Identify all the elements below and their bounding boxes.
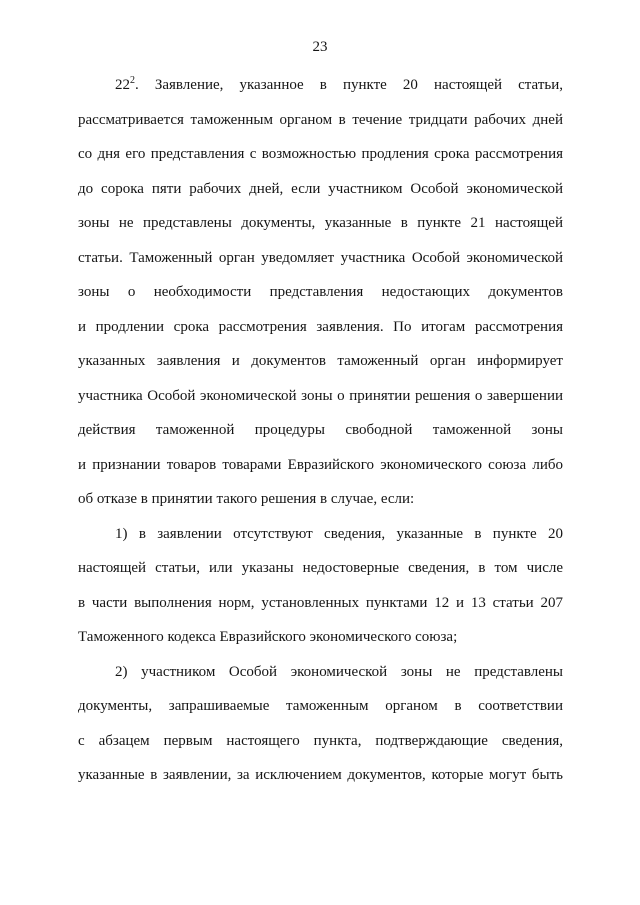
paragraph-line: об отказе в принятии такого решения в случае, если: bbox=[78, 491, 415, 507]
paragraph-line: и признании товаров товарами Евразийского экономического союза либо bbox=[78, 456, 563, 473]
paragraph-line: и продлении срока рассмотрения заявления. По итогам рассмотрения bbox=[78, 318, 563, 335]
section-number-superscript: 2 bbox=[130, 75, 135, 86]
list-item-1 bbox=[78, 517, 563, 655]
paragraph-line: участника Особой экономической зоны о принятии решения о завершении bbox=[78, 387, 563, 404]
list-item-2 bbox=[78, 655, 563, 793]
paragraph-line: 2) участником Особой экономической зоны не представлены bbox=[115, 663, 563, 680]
paragraph-line: зоны о необходимости представления недостающих документов bbox=[78, 284, 563, 300]
page-number: 23 bbox=[312, 39, 328, 55]
paragraph-line bbox=[78, 68, 563, 103]
paragraph-line: действия таможенной процедуры свободной таможенной зоны bbox=[78, 422, 563, 438]
paragraph-line: документы, запрашиваемые таможенным органом в соответствии bbox=[78, 698, 563, 714]
paragraph-line: настоящей статьи, или указаны недостоверные сведения, в том числе bbox=[78, 560, 563, 576]
paragraph-line: 1) в заявлении отсутствуют сведения, указанные в пункте 20 bbox=[115, 525, 563, 542]
paragraph-line: в части выполнения норм, установленных пунктами 12 и 13 статьи 207 bbox=[78, 594, 563, 611]
paragraph-line: указанные в заявлении, за исключением документов, которые могут быть bbox=[78, 767, 563, 783]
paragraph-line: зоны не представлены документы, указанные в пункте 21 настоящей bbox=[78, 215, 563, 231]
paragraph-line: указанных заявления и документов таможенный орган информирует bbox=[78, 353, 563, 369]
paragraph-line: с абзацем первым настоящего пункта, подтверждающие сведения, bbox=[78, 732, 563, 749]
paragraph-line: со дня его представления с возможностью продления срока рассмотрения bbox=[78, 146, 563, 162]
paragraph-line: до сорока пяти рабочих дней, если участником Особой экономической bbox=[78, 180, 563, 197]
section-number: 22 bbox=[115, 77, 130, 93]
paragraph-22-2 bbox=[78, 68, 563, 517]
paragraph-line: Таможенного кодекса Евразийского экономического союза; bbox=[78, 629, 458, 645]
paragraph-line: рассматривается таможенным органом в течение тридцати рабочих дней bbox=[78, 111, 563, 128]
paragraph-line: статьи. Таможенный орган уведомляет участника Особой экономической bbox=[78, 249, 563, 266]
document-body bbox=[78, 68, 563, 793]
paragraph-line-text: . Заявление, указанное в пункте 20 настоящей статьи, bbox=[135, 77, 563, 93]
